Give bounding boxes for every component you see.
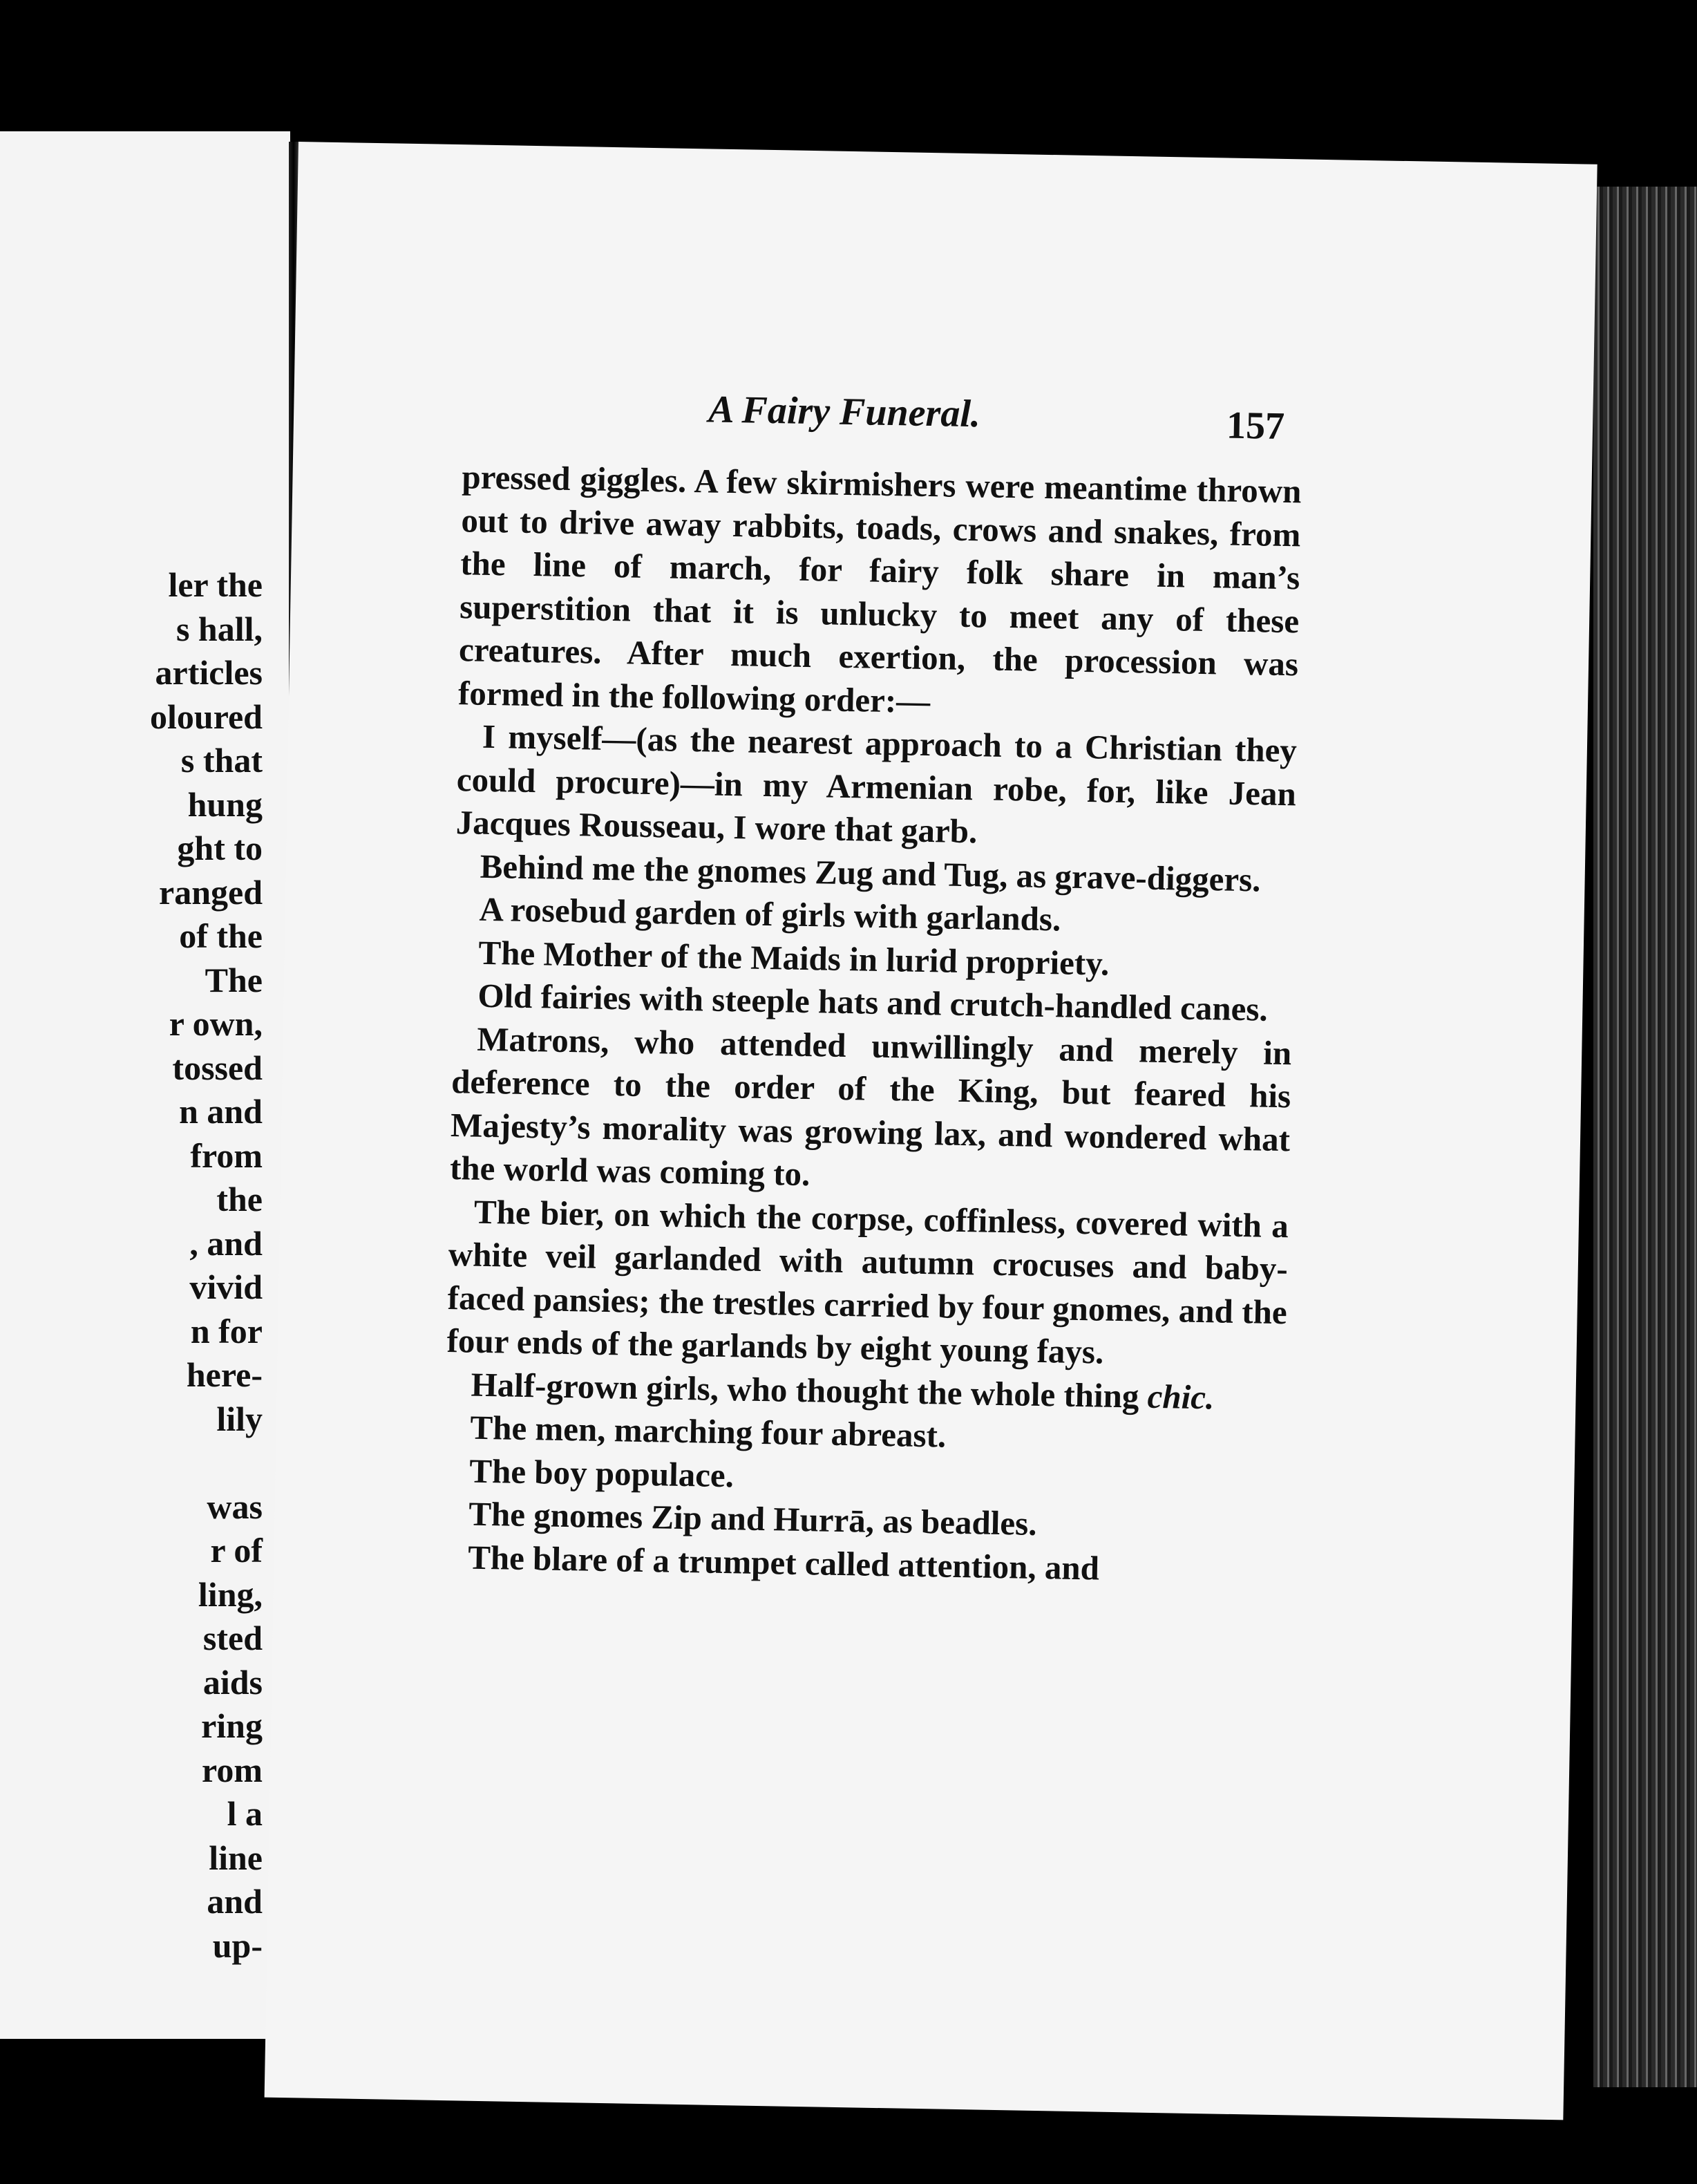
- left-line: tossed: [172, 1048, 263, 1087]
- page-header: [404, 382, 1285, 453]
- left-line: and: [207, 1882, 263, 1921]
- left-line: r of: [210, 1531, 263, 1570]
- paragraph: Old fairies with steeple hats and crutch-handled canes.: [477, 976, 1269, 1028]
- left-line: ght to: [177, 829, 263, 867]
- left-line: , and: [189, 1223, 263, 1263]
- left-line: aids: [202, 1662, 263, 1702]
- paragraph-main: Half-grown girls, who thought the whole thing: [471, 1365, 1139, 1415]
- left-line: r own,: [169, 1004, 263, 1043]
- left-line-gap: [150, 1441, 263, 1485]
- left-line: of the: [179, 916, 263, 955]
- book-page-edges: [1593, 187, 1697, 2087]
- left-page: [0, 131, 290, 2039]
- left-line: oloured: [150, 697, 263, 736]
- paragraph: pressed giggles. A few skirmishers were meantime thrown out to drive away rabbits, toads, crows and snakes, from the line of march, for fairy folk share in man’s superstition that it is unlucky to meet any of these creatures. After much exertion, the procession was formed in the following order:—: [457, 458, 1302, 720]
- left-line: ler the: [168, 565, 263, 604]
- paragraph: The bier, on which the corpse, coffinless, covered with a white veil garlanded with autumn crocuses and baby-faced pansies; the trestles carried by four gnomes, and the four ends of the garlands by eight young fays.: [446, 1192, 1289, 1371]
- body-text: [443, 455, 1302, 1593]
- left-line: rom: [202, 1750, 263, 1789]
- paragraph: The boy populace.: [469, 1451, 734, 1494]
- paragraph-italic-word: chic.: [1147, 1377, 1215, 1416]
- left-line: ling,: [198, 1574, 263, 1614]
- paragraph: The men, marching four abreast.: [470, 1408, 947, 1455]
- left-line: articles: [155, 653, 263, 692]
- left-line: here-: [186, 1355, 263, 1394]
- left-line: The: [205, 960, 263, 999]
- paragraph: A rosebud garden of girls with garlands.: [479, 889, 1061, 939]
- right-page: [265, 142, 1598, 2120]
- paragraph: Behind me the gnomes Zug and Tug, as grave-diggers.: [480, 847, 1261, 898]
- paragraph: I myself—(as the nearest approach to a Christian they could procure)—in my Armenian robe, for, like Jean Jacques Rousseau, I wore that garb.: [455, 717, 1298, 851]
- left-line: ring: [201, 1706, 263, 1745]
- page-number: 157: [1226, 404, 1285, 448]
- left-line: from: [190, 1136, 263, 1175]
- left-page-text-fragments: [150, 563, 263, 1968]
- left-line: sted: [202, 1619, 263, 1657]
- left-line: ranged: [159, 872, 263, 912]
- paragraph: The gnomes Zip and Hurrā, as beadles.: [468, 1494, 1037, 1543]
- paragraph: Matrons, who attended unwillingly and merely in deference to the order of the King, but feared his Majesty’s morality was growing lax, and wondered what the world was coming to.: [449, 1019, 1292, 1194]
- paragraph: The Mother of the Maids in lurid propriety.: [478, 933, 1110, 983]
- paragraph: The blare of a trumpet called attention, and: [467, 1538, 1100, 1588]
- left-line: lily: [216, 1399, 263, 1438]
- left-line: n for: [190, 1311, 263, 1350]
- left-line: hung: [187, 784, 263, 824]
- left-line: was: [207, 1487, 263, 1526]
- left-line: line: [209, 1838, 263, 1877]
- running-title: A Fairy Funeral.: [708, 388, 981, 436]
- left-line: vivid: [189, 1268, 263, 1306]
- left-line: l a: [227, 1794, 263, 1833]
- left-line: n and: [179, 1092, 263, 1131]
- left-line: s that: [180, 741, 263, 780]
- left-line: the: [216, 1180, 263, 1218]
- left-line: up-: [212, 1926, 263, 1965]
- left-line: s hall,: [176, 609, 263, 648]
